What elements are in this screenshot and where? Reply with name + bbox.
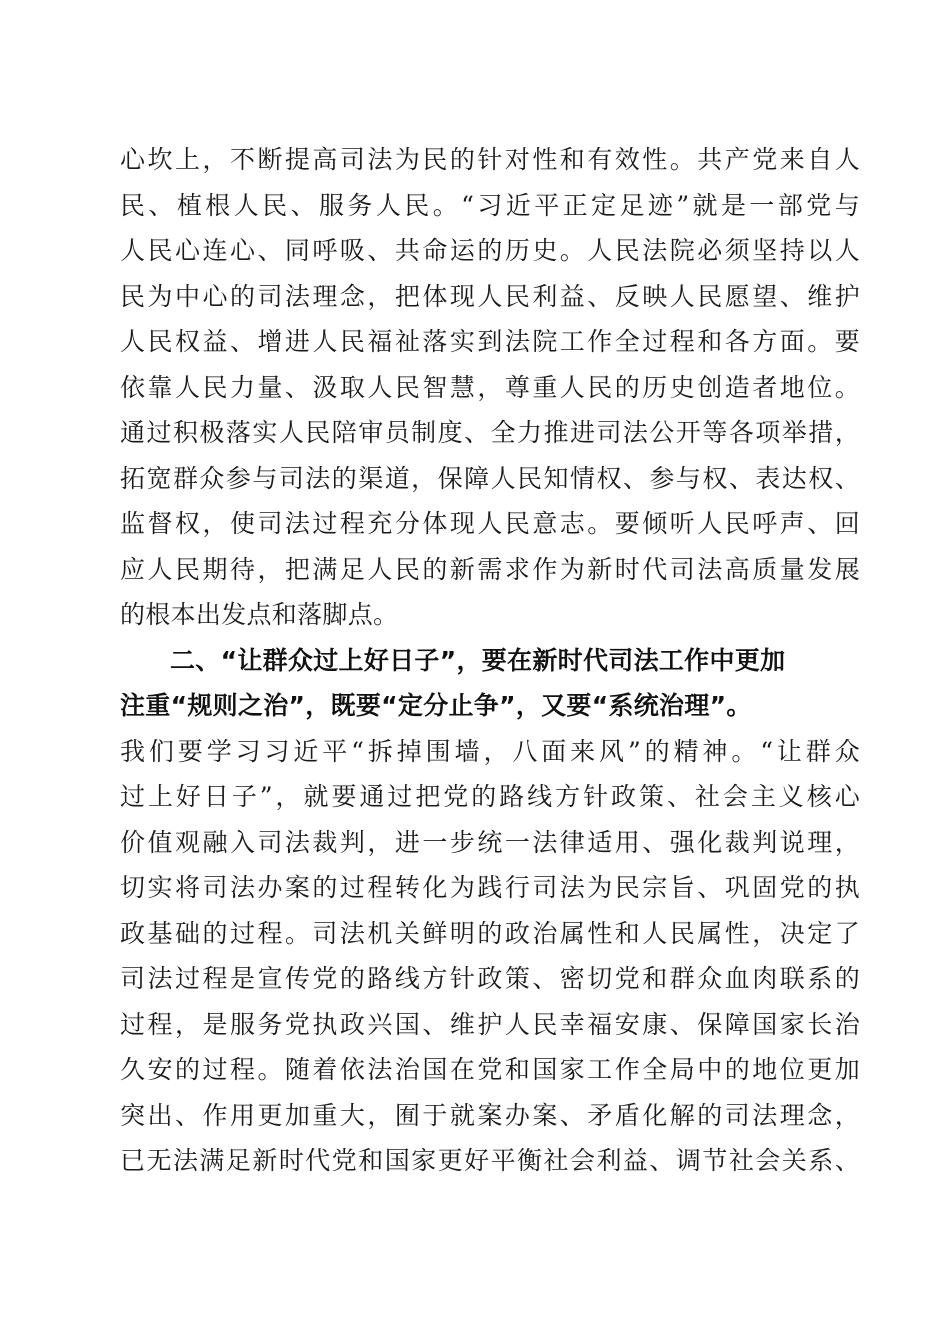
text-line: 已无法满足新时代党和国家更好平衡社会利益、调节社会关系、 — [120, 1146, 860, 1175]
text-line: 监督权，使司法过程充分体现人民意志。要倾听人民呼声、回 — [120, 509, 860, 538]
paragraph-rule-of-law — [120, 729, 860, 1184]
text-line: 过程，是服务党执政兴国、维护人民幸福安康、保障国家长治 — [120, 1009, 860, 1039]
text-line: 价值观融入司法裁判，进一步统一法律适用、强化裁判说理， — [120, 827, 860, 857]
text-line: 过上好日子”，就要通过把党的路线方针政策、社会主义核心 — [120, 782, 860, 811]
text-line: 突出、作用更加重大，囿于就案办案、矛盾化解的司法理念， — [120, 1100, 860, 1130]
document-body — [120, 137, 860, 1184]
text-line: 切实将司法办案的过程转化为践行司法为民宗旨、巩固党的执 — [120, 873, 860, 902]
text-line: 人民心连心、同呼吸、共命运的历史。人民法院必须坚持以人 — [120, 236, 860, 265]
text-line: 久安的过程。随着依法治国在党和国家工作全局中的地位更加 — [120, 1055, 860, 1084]
paragraph-people-centered — [120, 137, 860, 638]
heading-line: 二、“让群众过上好日子”，要在新时代司法工作中更加 — [170, 645, 786, 675]
text-line: 应人民期待，把满足人民的新需求作为新时代司法高质量发展 — [120, 554, 860, 584]
text-line: 民、植根人民、服务人民。“习近平正定足迹”就是一部党与 — [120, 190, 860, 220]
text-line: 依靠人民力量、汲取人民智慧，尊重人民的历史创造者地位。 — [120, 372, 860, 402]
text-line: 的根本出发点和落脚点。 — [120, 600, 399, 629]
text-line: 拓宽群众参与司法的渠道，保障人民知情权、参与权、表达权、 — [120, 463, 860, 493]
text-line: 司法过程是宣传党的路线方针政策、密切党和群众血肉联系的 — [120, 964, 860, 993]
text-line: 政基础的过程。司法机关鲜明的政治属性和人民属性，决定了 — [120, 918, 860, 948]
text-line: 我们要学习习近平“拆掉围墙，八面来风”的精神。“让群众 — [120, 736, 860, 766]
text-line: 心坎上，不断提高司法为民的针对性和有效性。共产党来自人 — [120, 145, 860, 174]
heading-line: 注重“规则之治”，既要“定分止争”，又要“系统治理”。 — [120, 691, 752, 720]
text-line: 通过积极落实人民陪审员制度、全力推进司法公开等各项举措， — [120, 418, 860, 447]
text-line: 人民权益、增进人民福祉落实到法院工作全过程和各方面。要 — [120, 327, 860, 356]
section-heading-two — [120, 638, 860, 729]
text-line: 民为中心的司法理念，把体现人民利益、反映人民愿望、维护 — [120, 281, 860, 311]
